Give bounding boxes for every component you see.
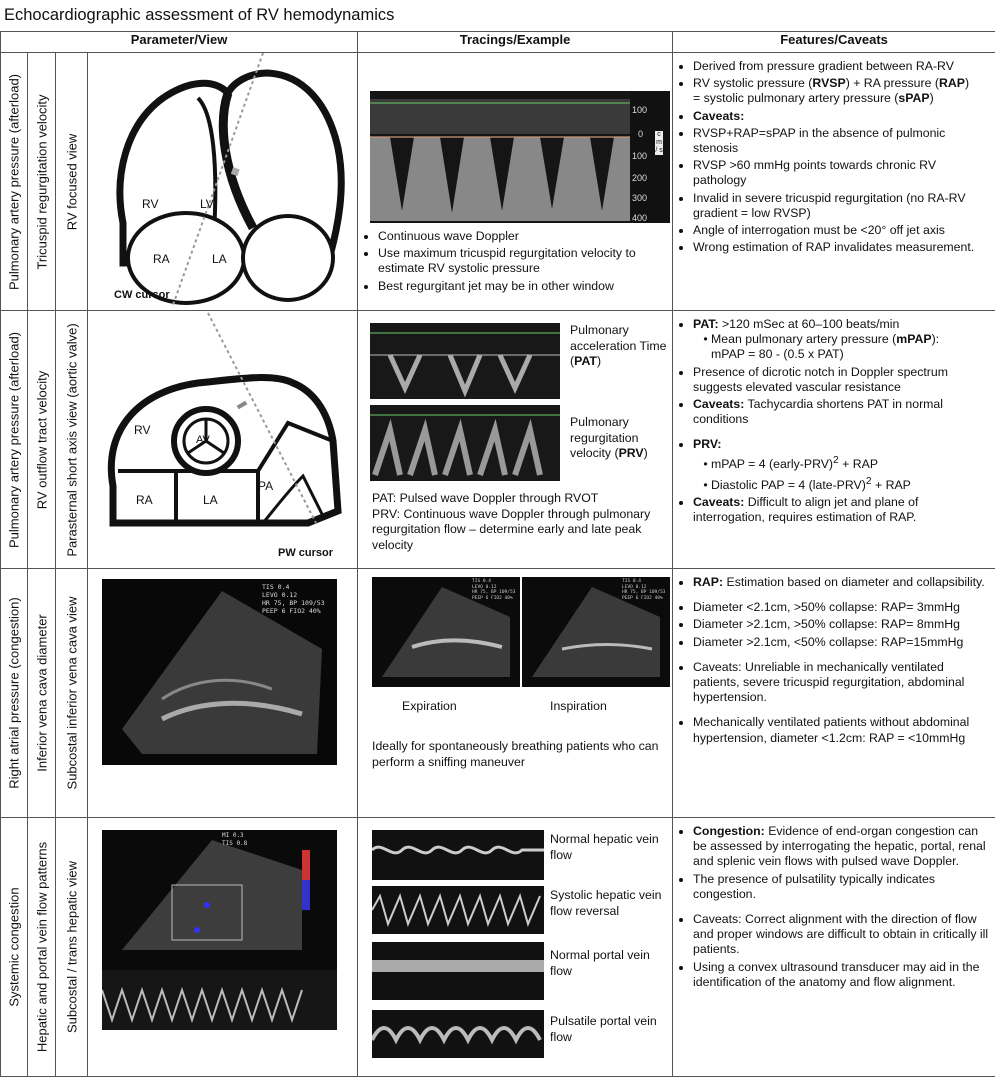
prv-doppler-tracing <box>370 405 560 481</box>
feature-item: • Invalid in severe tricuspid regurgitation (no RA-RV gradient = low RVSP) <box>693 191 991 221</box>
tracing-bullet: • Best regurgitant jet may be in other window <box>378 279 678 294</box>
tracing-label: Systolic hepatic vein flow reversal <box>550 888 662 918</box>
features-list <box>673 824 995 990</box>
features-cell <box>673 53 995 311</box>
feature-item: • Caveats: Unreliable in mechanically ventilated patients, severe tricuspid regurgitation, abdominal hypertension. <box>693 660 991 706</box>
features-cell <box>673 311 995 569</box>
tracing-bullets <box>358 229 682 296</box>
feature-item: • Mechanically ventilated patients without abdominal hypertension, diameter <1.2cm: RAP = <10mmHg <box>693 715 991 745</box>
group-cell <box>1 53 28 311</box>
heart-diagram-cell <box>88 53 358 311</box>
hepatic-normal-tracing <box>372 830 544 880</box>
features-cell <box>673 818 995 1077</box>
feature-item: • Caveats: Correct alignment with the direction of flow and proper windows are difficult to obtain in critically ill patients. <box>693 912 991 958</box>
row-tricuspid <box>1 53 995 311</box>
hepatic-image-cell <box>88 818 358 1077</box>
pat-doppler-tracing <box>370 323 560 399</box>
tracing-cell <box>358 569 673 818</box>
label-cw-cursor: CW cursor <box>114 289 170 301</box>
tracing-label: Normal hepatic vein flow <box>550 832 659 862</box>
parameter-label: Hepatic and portal vein flow patterns <box>34 841 49 1053</box>
group-label: Pulmonary artery pressure (afterload) <box>6 331 22 548</box>
feature-item: • Diameter <2.1cm, >50% collapse: RAP= 3mmHg <box>693 600 991 615</box>
feature-item: • The presence of pulsatility typically indicates congestion. <box>693 872 991 902</box>
scale-tick: 300 <box>632 193 648 203</box>
feature-caveats: • Caveats: <box>693 109 991 124</box>
group-label: Pulmonary artery pressure (afterload) <box>6 73 22 290</box>
feature-item: • Using a convex ultrasound transducer may aid in the identification of the anatomy and flow alignment. <box>693 960 991 990</box>
parameter-label: Tricuspid regurgitation velocity <box>34 93 49 270</box>
scale-tick: 400 <box>632 213 648 223</box>
feature-item: • PAT: >120 mSec at 60–100 beats/min • Mean pulmonary artery pressure (mPAP): mPAP = 80 - (0.5 x PAT) <box>693 317 991 363</box>
parameter-label: RV outflow tract velocity <box>34 370 49 509</box>
feature-item: • Congestion: Evidence of end-organ congestion can be assessed by interrogating the hepatic, portal, renal and splenic vein flows with pulsed wave Doppler. <box>693 824 991 870</box>
psax-heart-diagram <box>88 311 358 568</box>
feature-item: • RVSP+RAP=sPAP in the absence of pulmonic stenosis <box>693 126 991 156</box>
rvot-caption: PAT: Pulsed wave Doppler through RVOT PRV: Continuous wave Doppler through pulmonary regurgitation flow – determine early and late peak velocity <box>372 491 651 552</box>
view-label: Subcostal / trans hepatic view <box>64 861 79 1033</box>
feature-item: • Diameter >2.1cm, >50% collapse: RAP= 8mmHg <box>693 617 991 632</box>
pat-label: Pulmonary acceleration Time (PAT) <box>570 323 667 368</box>
view-cell <box>56 53 88 311</box>
feature-item: • RV systolic pressure (RVSP) + RA pressure (RAP) = systolic pulmonary artery pressure (sPAP) <box>693 76 991 106</box>
hepatic-overlay-text: MI 0.3 TIS 0.8 <box>222 832 248 847</box>
feature-item: • PRV: • mPAP = 4 (early-PRV)$^2$ + RAP • Diastolic PAP = 4 (late-PRV)$^2$ + RAP <box>693 437 991 493</box>
view-label: RV focused view <box>64 133 79 230</box>
prv-label: Pulmonary regurgitation velocity (PRV) <box>570 415 648 460</box>
ivc-ultrasound-image <box>102 579 337 765</box>
label-ra: RA <box>153 252 170 266</box>
ivc-overlay-text: TIS 0.4 LEVO 0.12 HR 75, BP 109/53 PEEP 6 FIO2 40% <box>262 583 325 615</box>
feature-item: • RAP: Estimation based on diameter and collapsibility. <box>693 575 991 590</box>
row-hepatic <box>1 818 995 1077</box>
feature-item: • Derived from pressure gradient between RA-RV <box>693 59 991 74</box>
portal-normal-tracing <box>372 942 544 1000</box>
scale-unit: c m / s <box>655 131 663 154</box>
feature-item: • Wrong estimation of RAP invalidates measurement. <box>693 240 991 255</box>
label-rv: RV <box>134 423 151 437</box>
label-lv: LV <box>200 197 214 211</box>
view-label: Subcostal inferior vena cava view <box>64 596 79 790</box>
ivc-caption: Ideally for spontaneously breathing patients who can perform a sniffing maneuver <box>372 739 659 769</box>
inspiration-label: Inspiration <box>550 699 607 713</box>
header-features: Features/Caveats <box>673 32 995 53</box>
expiration-label: Expiration <box>402 699 457 713</box>
feature-item: • Presence of dicrotic notch in Doppler spectrum suggests elevated vascular resistance <box>693 365 991 395</box>
header-tracings: Tracings/Example <box>358 32 673 53</box>
parameter-label: Inferior vena cava diameter <box>34 614 49 772</box>
tracing-cell <box>358 818 673 1077</box>
scale-tick: 200 <box>632 173 648 183</box>
hepatic-ultrasound-image <box>102 830 337 1030</box>
group-cell <box>1 818 28 1077</box>
feature-item: • Diameter >2.1cm, <50% collapse: RAP=15mmHg <box>693 635 991 650</box>
group-label: Right atrial pressure (congestion) <box>6 597 22 789</box>
label-la: LA <box>212 252 227 266</box>
tracing-cell <box>358 53 673 311</box>
assessment-table <box>0 31 995 1077</box>
features-cell <box>673 569 995 818</box>
features-list <box>673 575 995 746</box>
portal-pulsatile-tracing <box>372 1010 544 1058</box>
ivc-image-cell <box>88 569 358 818</box>
cw-doppler-tracing <box>370 91 630 223</box>
ivc-inspiration-overlay: TIS 0.4 LEVO 0.12 HR 75, BP 109/53 PEEP 6 FIO2 40% <box>622 579 666 601</box>
ivc-expiration-overlay: TIS 0.4 LEVO 0.12 HR 75, BP 109/53 PEEP 6 FIO2 40% <box>472 579 516 601</box>
parameter-cell <box>28 53 56 311</box>
scale-tick: 100 <box>632 151 648 161</box>
doppler-scale <box>630 91 670 223</box>
label-pw-cursor: PW cursor <box>278 547 334 559</box>
view-cell <box>56 818 88 1077</box>
label-av: AV <box>196 434 210 446</box>
ivc-expiration-image <box>372 577 520 687</box>
scale-tick: 100 <box>632 105 648 115</box>
features-list <box>673 317 995 526</box>
tracing-cell <box>358 311 673 569</box>
hepatic-reversal-tracing <box>372 886 544 934</box>
feature-item: • Caveats: Tachycardia shortens PAT in normal conditions <box>693 397 991 427</box>
ivc-inspiration-image <box>522 577 670 687</box>
group-cell <box>1 569 28 818</box>
group-cell <box>1 311 28 569</box>
tracing-bullet: • Continuous wave Doppler <box>378 229 678 244</box>
row-rvot <box>1 311 995 569</box>
feature-item: • RVSP >60 mmHg points towards chronic RV pathology <box>693 158 991 188</box>
psax-diagram-cell <box>88 311 358 569</box>
view-label: Parasternal short axis view (aortic valve) <box>64 322 79 557</box>
header-row <box>1 32 995 53</box>
group-label: Systemic congestion <box>6 887 22 1007</box>
label-pa: PA <box>258 479 274 493</box>
view-cell <box>56 311 88 569</box>
label-rv: RV <box>142 197 159 211</box>
header-parameter: Parameter/View <box>1 32 358 53</box>
tracing-bullet: • Use maximum tricuspid regurgitation velocity to estimate RV systolic pressure <box>378 246 678 276</box>
tracing-label: Pulsatile portal vein flow <box>550 1014 657 1044</box>
scale-tick: 0 <box>638 129 644 139</box>
parameter-cell <box>28 818 56 1077</box>
tracing-label: Normal portal vein flow <box>550 948 650 978</box>
apical-heart-diagram <box>88 53 358 310</box>
page-title: Echocardiographic assessment of RV hemodynamics <box>4 6 395 24</box>
feature-item: • Angle of interrogation must be <20° off jet axis <box>693 223 991 238</box>
view-cell <box>56 569 88 818</box>
feature-item: • Caveats: Difficult to align jet and plane of interrogation, requires estimation of RAP. <box>693 495 991 525</box>
row-ivc <box>1 569 995 818</box>
parameter-cell <box>28 569 56 818</box>
label-la: LA <box>203 493 218 507</box>
parameter-cell <box>28 311 56 569</box>
label-ra: RA <box>136 493 153 507</box>
features-list <box>673 59 995 255</box>
